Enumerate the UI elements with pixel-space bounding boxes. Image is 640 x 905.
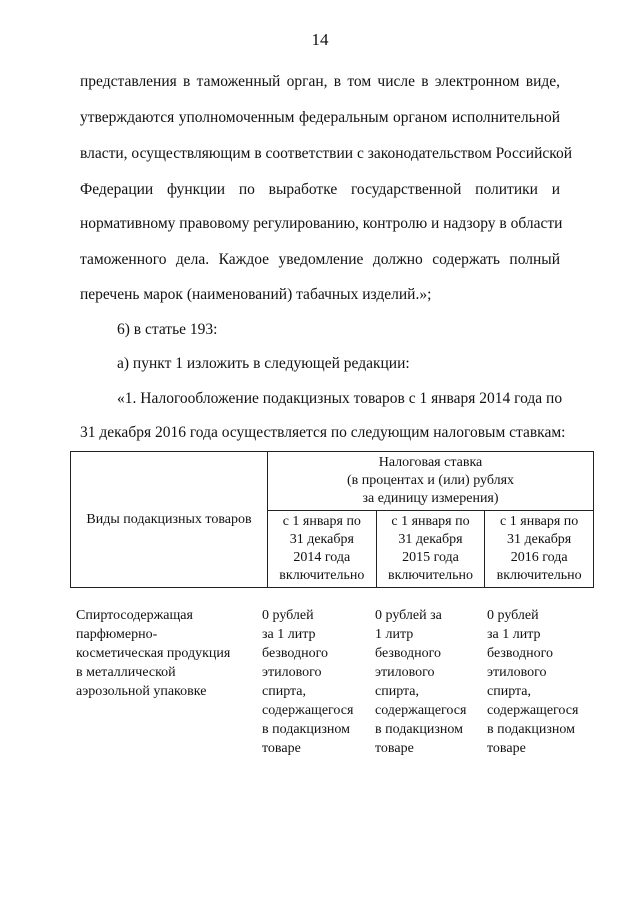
rate-line: спирта, [487, 684, 532, 699]
paragraph-line: таможенного дела. Каждое уведомление должно содержать полный [80, 251, 560, 268]
rate-line: товаре [375, 741, 414, 756]
rates-table-header [70, 451, 594, 588]
rate-line: за 1 литр [262, 627, 316, 642]
kind-line: в металлической [76, 665, 176, 680]
rate-header-line: Налоговая ставка [378, 455, 483, 470]
rate-line: 0 рублей [262, 608, 314, 623]
rate-line: содержащегося [487, 703, 579, 718]
rate-line: за 1 литр [487, 627, 541, 642]
period-line: 2015 года [402, 550, 459, 565]
rate-line: этилового [262, 665, 322, 680]
item-a: а) пункт 1 изложить в следующей редакции: [117, 355, 410, 372]
quote-line: 31 декабря 2016 года осуществляется по следующим налоговым ставкам: [80, 424, 566, 441]
rate-line: 0 рублей за [375, 608, 442, 623]
row1-kind [76, 606, 230, 701]
page-number: 14 [311, 30, 329, 49]
row1-rate-2014 [262, 606, 353, 758]
period-line: 2016 года [510, 550, 568, 565]
rate-line: безводного [487, 646, 553, 661]
rate-line: в подакцизном [262, 722, 350, 737]
kind-line: косметическая продукция [76, 646, 231, 661]
kind-header-text: Виды подакцизных товаров [86, 511, 252, 527]
paragraph-line: нормативному правовому регулированию, контролю и надзору в области [80, 215, 563, 232]
period-line: с 1 января по [282, 514, 361, 529]
rate-header [268, 452, 594, 511]
period-line: 31 декабря [507, 532, 572, 547]
rate-line: товаре [487, 741, 526, 756]
period-line: включительно [279, 568, 365, 583]
rate-line: безводного [262, 646, 328, 661]
period-line: с 1 января по [391, 514, 470, 529]
rate-line: товаре [262, 741, 301, 756]
rate-line: спирта, [262, 684, 307, 699]
item-b: 6) в статье 193: [117, 321, 218, 338]
rate-line: в подакцизном [487, 722, 575, 737]
rate-line: 0 рублей [487, 608, 539, 623]
period-line: 31 декабря [398, 532, 463, 547]
rate-header-line: за единицу измерения) [362, 491, 499, 506]
period-2016 [485, 511, 594, 588]
kind-line: Спиртосодержащая [76, 608, 193, 623]
paragraph-line: перечень марок (наименований) табачных изделий.»; [80, 286, 432, 303]
paragraph-line: утверждаются уполномоченным федеральным органом исполнительной [80, 109, 560, 126]
rate-line: содержащегося [375, 703, 467, 718]
row1-rate-2015 [375, 606, 466, 758]
paragraph-line: Федерации функции по выработке государственной политики и [80, 181, 560, 198]
rate-header-line: (в процентах и (или) рублях [346, 473, 515, 488]
kind-line: аэрозольной упаковке [76, 684, 207, 699]
period-line: включительно [387, 568, 474, 583]
period-line: 31 декабря [289, 532, 354, 547]
rate-line: 1 литр [375, 627, 414, 642]
rate-line: этилового [375, 665, 435, 680]
kind-header [71, 452, 268, 588]
rate-line: содержащегося [262, 703, 354, 718]
paragraph-line: власти, осуществляющим в соответствии с законодательством Российской [80, 145, 573, 162]
rate-line: безводного [375, 646, 441, 661]
kind-line: парфюмерно- [76, 627, 158, 642]
period-line: включительно [496, 568, 582, 583]
rate-line: спирта, [375, 684, 420, 699]
rate-line: в подакцизном [375, 722, 463, 737]
period-2015 [376, 511, 485, 588]
quote-line: «1. Налогообложение подакцизных товаров с 1 января 2014 года по [117, 390, 563, 407]
paragraph-line: представления в таможенный орган, в том числе в электронном виде, [80, 73, 560, 90]
period-line: 2014 года [293, 550, 351, 565]
rate-line: этилового [487, 665, 547, 680]
period-2014 [268, 511, 377, 588]
row1-rate-2016 [487, 606, 578, 758]
period-line: с 1 января по [500, 514, 579, 529]
